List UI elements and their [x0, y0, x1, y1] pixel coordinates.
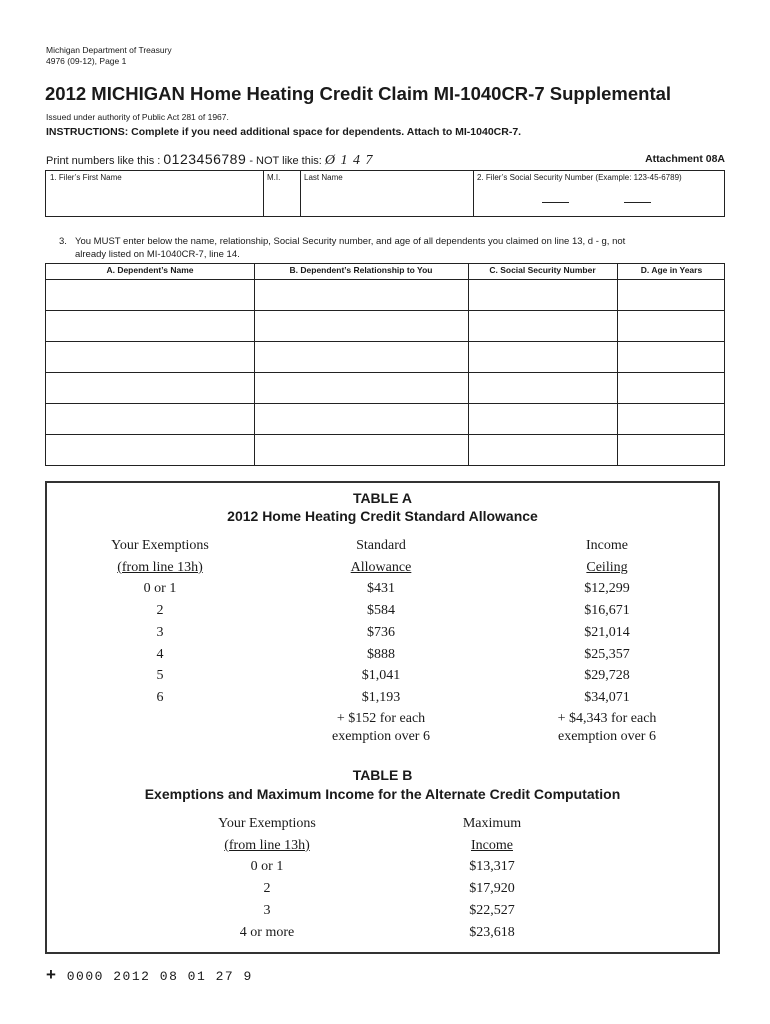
- plus-icon: +: [46, 965, 58, 984]
- table-b-exemptions-cell: 3: [263, 902, 271, 918]
- form-code: 0000 2012 08 01 27 9: [66, 969, 253, 984]
- dependents-table: [45, 263, 725, 466]
- good-number-example: 0123456789: [163, 151, 247, 167]
- table-a-exemptions-cell: 6: [156, 689, 164, 705]
- tables-box: [45, 481, 720, 954]
- table-a-col3-head2: Ceiling: [586, 559, 628, 575]
- table-b-exemptions-cell: 2: [263, 881, 271, 897]
- print-prefix: Print numbers like this :: [46, 155, 161, 167]
- table-b-income-cell: $13,317: [469, 859, 515, 875]
- column-header-ssn: C. Social Security Number: [489, 265, 596, 275]
- table-a-extra-allowance: + $152 for each: [336, 710, 426, 726]
- table-b-col1-head2: (from line 13h): [224, 837, 310, 853]
- table-a-exemptions-cell: 4: [156, 646, 164, 662]
- issued-authority: Issued under authority of Public Act 281 of 1967.: [46, 112, 229, 122]
- dependent-row[interactable]: [46, 310, 724, 341]
- department-name: Michigan Department of Treasury: [46, 45, 172, 55]
- table-a-exemptions-cell: 5: [156, 668, 164, 684]
- table-a-exemptions-cell: 3: [156, 624, 164, 640]
- table-a-col3-head1: Income: [586, 538, 628, 553]
- table-a-allowance-cell: $584: [367, 603, 395, 619]
- filer-ssn-field[interactable]: [473, 171, 724, 216]
- table-a-ceiling-cell: $29,728: [584, 668, 630, 684]
- line-3-instruction: [75, 236, 625, 261]
- table-a-exemptions-cell: 0 or 1: [143, 581, 177, 597]
- filer-mi-label: M.I.: [267, 173, 281, 182]
- dependent-row[interactable]: [46, 403, 724, 434]
- table-b-exemptions-cell: 4 or more: [239, 924, 295, 940]
- page-title: 2012 MICHIGAN Home Heating Credit Claim MI-1040CR-7 Supplemental: [45, 83, 672, 104]
- filer-last-name-label: Last Name: [304, 173, 343, 182]
- table-a-extra-ceiling-note: exemption over 6: [558, 728, 656, 744]
- bad-number-example: Ø 1 4 7: [324, 153, 374, 168]
- table-a-title: 2012 Home Heating Credit Standard Allowance: [227, 508, 538, 524]
- table-b-income-cell: $23,618: [469, 924, 515, 940]
- table-a-label: TABLE A: [352, 490, 413, 506]
- table-b-income-column: [432, 813, 552, 943]
- table-a-allowance-cell: $1,193: [361, 689, 401, 705]
- line-3-text-1: You MUST enter below the name, relationship, Social Security number, and age of all dependents you claimed on line 13, d - g, not: [75, 236, 626, 247]
- table-a-allowance-column: [301, 535, 461, 746]
- line-3-number: 3.: [59, 236, 67, 247]
- instructions: INSTRUCTIONS: Complete if you need additional space for dependents. Attach to MI-1040CR-7.: [46, 126, 522, 138]
- table-b-col2-head1: Maximum: [462, 816, 522, 831]
- table-b-title: Exemptions and Maximum Income for the Alternate Credit Computation: [144, 786, 621, 802]
- table-a-allowance-cell: $888: [367, 646, 395, 662]
- table-a-ceiling-cell: $16,671: [584, 603, 630, 619]
- column-header-age: D. Age in Years: [640, 265, 703, 275]
- ssn-dash-2: [624, 202, 651, 203]
- table-a-col1-head2: (from line 13h): [117, 559, 203, 575]
- filer-last-name-field[interactable]: [300, 171, 473, 216]
- table-a-exemptions-column: [80, 535, 240, 709]
- table-b-col2-head2: Income: [471, 837, 513, 853]
- line-3-text-2: already listed on MI-1040CR-7, line 14.: [75, 248, 240, 260]
- dependent-row[interactable]: [46, 372, 724, 403]
- table-b-col1-head1: Your Exemptions: [218, 816, 316, 831]
- filer-mi-field[interactable]: [263, 171, 300, 216]
- table-a-allowance-cell: $1,041: [361, 668, 401, 684]
- table-a-allowance-cell: $736: [367, 624, 395, 640]
- table-b-income-cell: $17,920: [469, 881, 515, 897]
- table-a-ceiling-cell: $12,299: [584, 581, 630, 597]
- table-a-col2-head1: Standard: [356, 538, 406, 553]
- dependent-row[interactable]: [46, 434, 724, 466]
- table-b-label: TABLE B: [352, 767, 413, 783]
- table-a-ceiling-cell: $25,357: [584, 646, 630, 662]
- table-a-ceiling-cell: $21,014: [584, 624, 630, 640]
- dependent-row[interactable]: [46, 279, 724, 310]
- table-a-ceiling-column: [517, 535, 697, 746]
- footer-barcode-line: [46, 965, 253, 985]
- table-a-extra-ceiling: + $4,343 for each: [557, 710, 657, 726]
- column-header-name: A. Dependent’s Name: [106, 265, 194, 275]
- not-like-text: - NOT like this:: [249, 155, 322, 167]
- table-a-allowance-cell: $431: [367, 581, 395, 597]
- table-b-income-cell: $22,527: [469, 902, 515, 918]
- table-b-exemptions-column: [197, 813, 337, 943]
- table-a-col2-head2: Allowance: [350, 559, 412, 575]
- table-a-ceiling-cell: $34,071: [584, 689, 630, 705]
- table-b-exemptions-cell: 0 or 1: [250, 859, 284, 875]
- filer-ssn-label: 2. Filer’s Social Security Number (Example: 123-45-6789): [477, 173, 682, 182]
- print-numbers-line: [46, 151, 374, 169]
- filer-first-name-field[interactable]: [46, 171, 263, 216]
- table-a-exemptions-cell: 2: [156, 603, 164, 619]
- attachment-number: Attachment 08A: [645, 153, 725, 165]
- form-id: 4976 (09-12), Page 1: [46, 56, 127, 66]
- table-a-col1-head1: Your Exemptions: [111, 538, 209, 553]
- filer-info-box: [45, 170, 725, 217]
- column-header-relationship: B. Dependent’s Relationship to You: [289, 265, 433, 275]
- dependent-row[interactable]: [46, 341, 724, 372]
- ssn-dash-1: [542, 202, 569, 203]
- filer-first-name-label: 1. Filer’s First Name: [50, 173, 122, 182]
- table-a-extra-allowance-note: exemption over 6: [332, 728, 430, 744]
